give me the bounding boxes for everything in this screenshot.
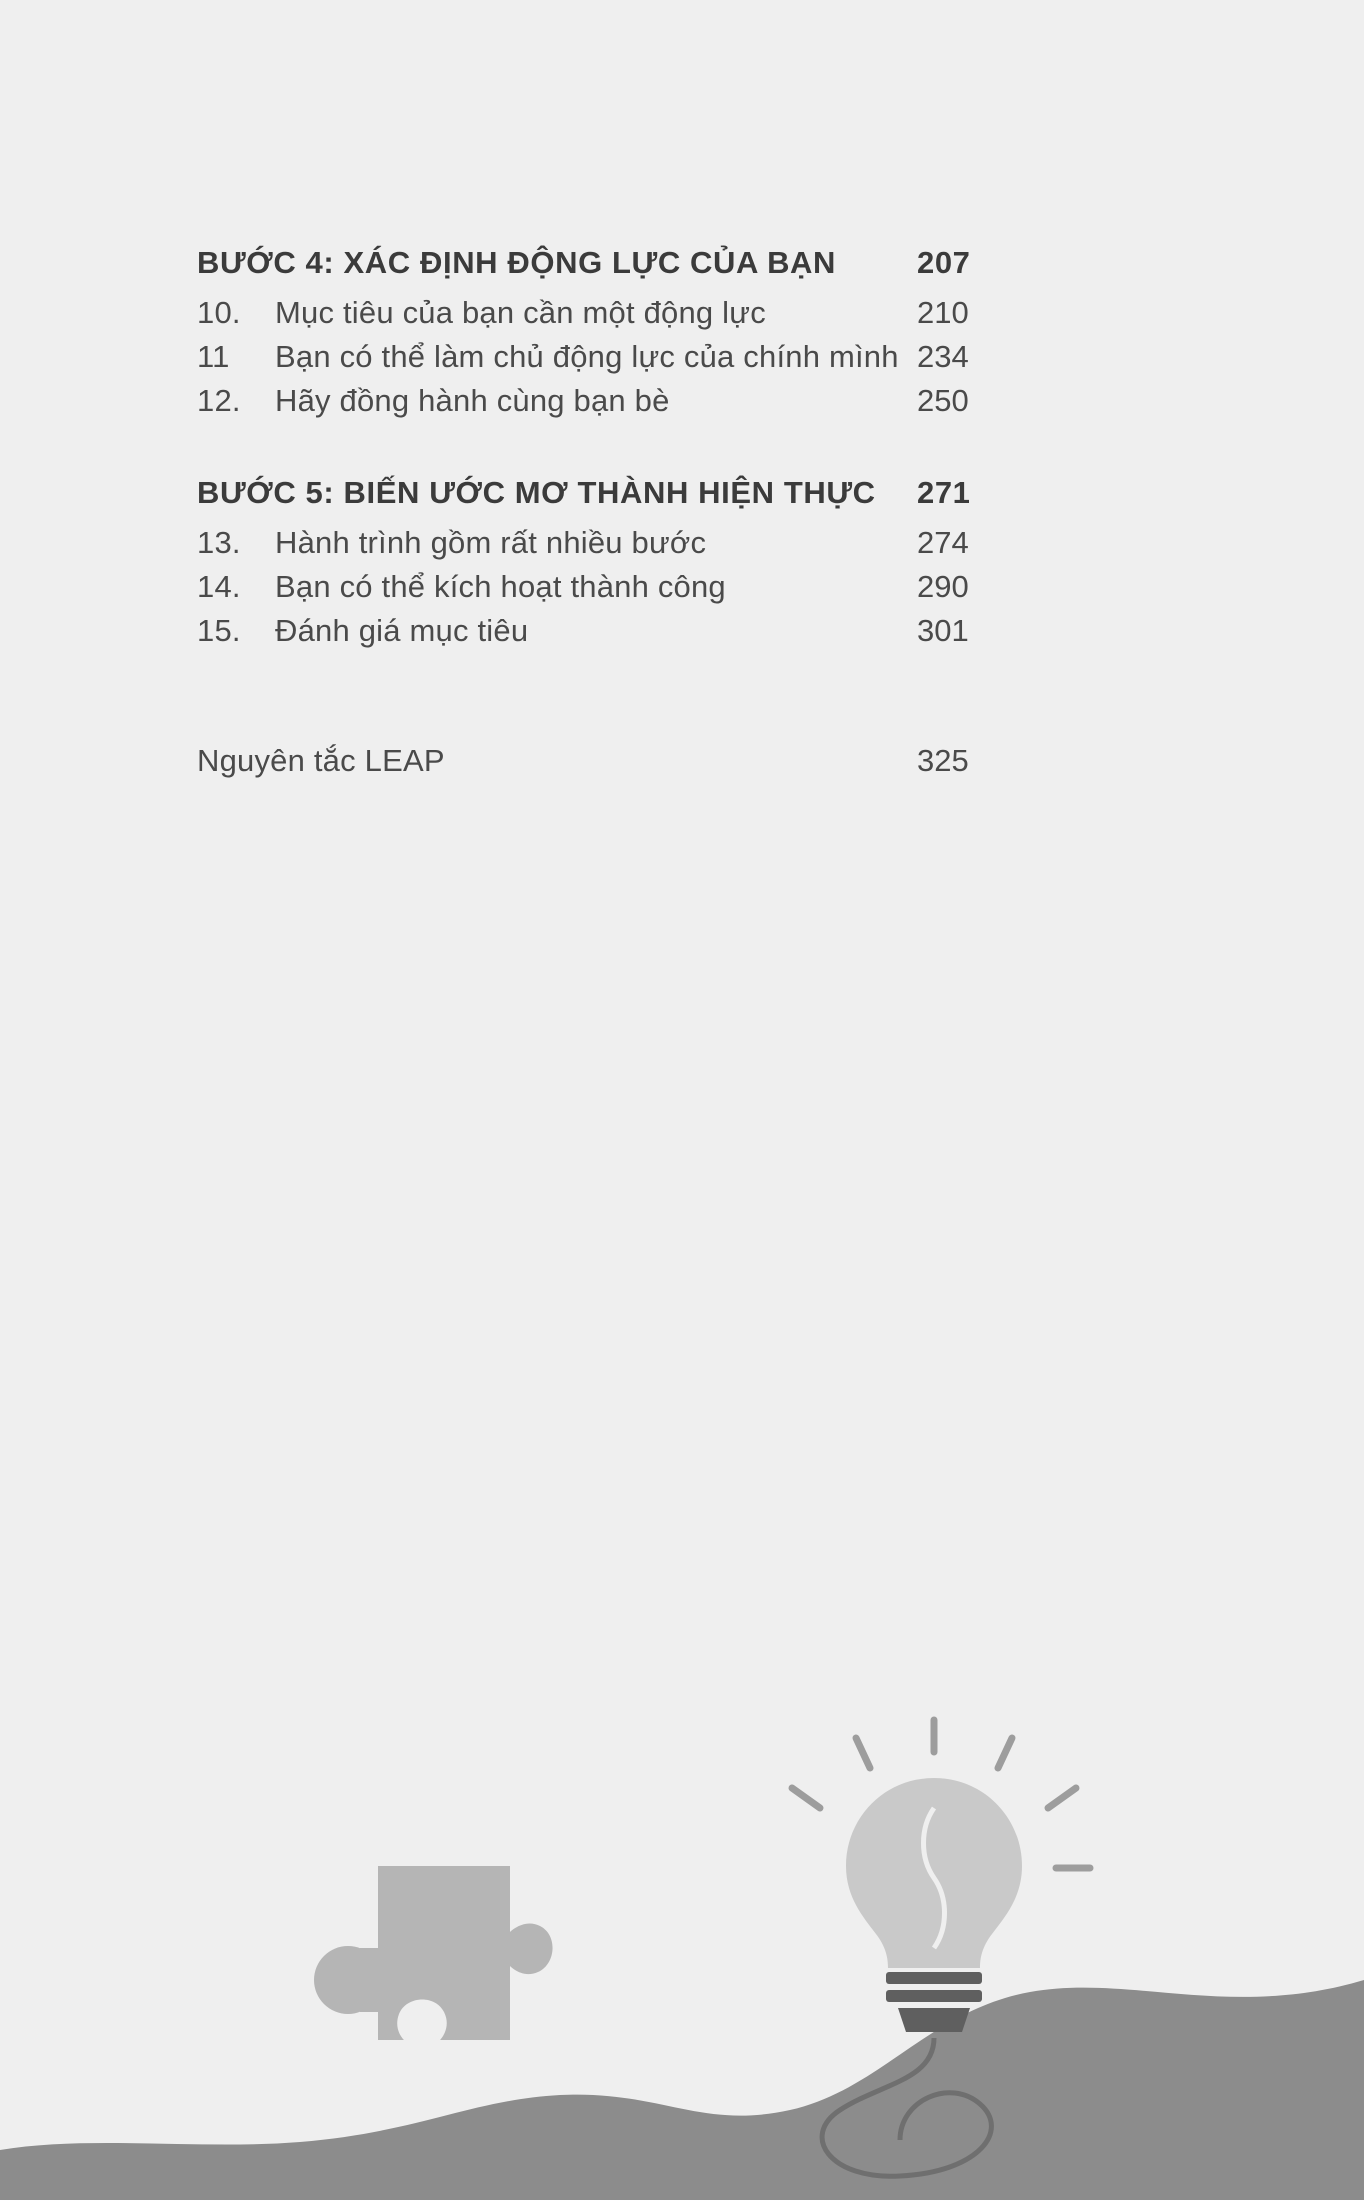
toc-item-page: 234 [917, 339, 969, 374]
wave-shape [0, 1980, 1364, 2200]
toc-section-row [197, 475, 1127, 511]
lightbulb-rays [792, 1720, 1090, 1868]
toc-section-page: 207 [917, 245, 971, 280]
toc-item-title: Nguyên tắc LEAP [197, 743, 445, 778]
toc-item-row [197, 743, 1127, 779]
toc-item-row [197, 295, 1127, 331]
toc-item-number: 14. [197, 569, 241, 604]
toc-item-row [197, 613, 1127, 649]
section-spacer [197, 427, 1127, 475]
toc-item-page: 290 [917, 569, 969, 604]
toc-item-title: Bạn có thể kích hoạt thành công [275, 569, 726, 604]
toc-item-page: 210 [917, 295, 969, 330]
toc-item-number: 10. [197, 295, 241, 330]
toc-item-row [197, 569, 1127, 605]
lightbulb-icon [792, 1720, 1090, 2176]
toc-section-row [197, 245, 1127, 281]
toc-item-page: 325 [917, 743, 969, 778]
toc-section-page: 271 [917, 475, 971, 510]
toc-item-row [197, 383, 1127, 419]
section-spacer [197, 657, 1127, 743]
toc-item-title: Bạn có thể làm chủ động lực của chính mình [275, 339, 899, 374]
lightbulb-cord [822, 2038, 991, 2176]
toc-item-number: 13. [197, 525, 241, 560]
toc-item-title: Đánh giá mục tiêu [275, 613, 529, 648]
toc-item-row [197, 525, 1127, 561]
toc-item-number: 12. [197, 383, 241, 418]
toc-item-title: Mục tiêu của bạn cần một động lực [275, 295, 766, 330]
toc-item-title: Hành trình gồm rất nhiều bước [275, 525, 707, 560]
toc-item-page: 250 [917, 383, 969, 418]
toc-item-number: 15. [197, 613, 241, 648]
toc-section-title: BƯỚC 4: XÁC ĐỊNH ĐỘNG LỰC CỦA BẠN [197, 245, 837, 280]
footer-decoration [0, 1680, 1364, 2200]
toc-item-page: 274 [917, 525, 969, 560]
toc-item-number: 11 [197, 339, 230, 374]
table-of-contents [197, 245, 1127, 787]
puzzle-piece-icon [314, 1866, 553, 2040]
toc-item-row [197, 339, 1127, 375]
toc-item-title: Hãy đồng hành cùng bạn bè [275, 383, 670, 418]
toc-section-title: BƯỚC 5: BIẾN ƯỚC MƠ THÀNH HIỆN THỰC [197, 475, 876, 510]
toc-item-page: 301 [917, 613, 969, 648]
